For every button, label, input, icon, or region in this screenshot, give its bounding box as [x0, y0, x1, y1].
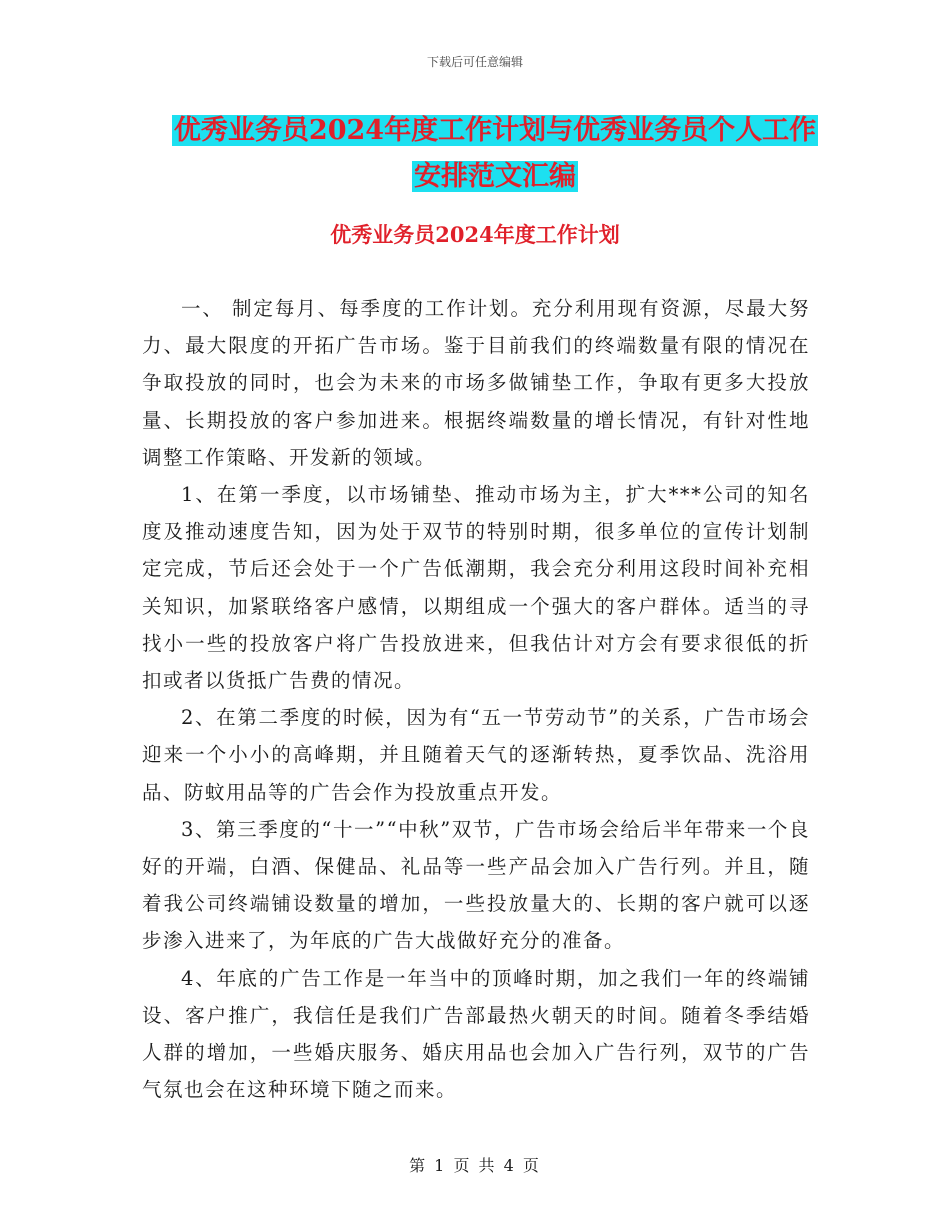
title-line-2: 安排范文汇编 [414, 161, 576, 192]
paragraph: 3、第三季度的“十一”“中秋”双节，广告市场会给后半年带来一个良好的开端，白酒、保健品、礼品等一些产品会加入广告行列。并且，随着我公司终端铺设数量的增加，一些投放量大的、长期的客户就可以逐步渗入进来了，为年底的广告大战做好充分的准备。 [142, 817, 810, 953]
page-number: 第 1 页 共 4 页 [409, 1156, 541, 1175]
document-title [140, 108, 850, 200]
document-body [142, 290, 810, 1108]
paragraph: 4、年底的广告工作是一年当中的顶峰时期，加之我们一年的终端铺设、客户推广，我信任是我们广告部最热火朝天的时间。随着冬季结婚人群的增加，一些婚庆服务、婚庆用品也会加入广告行列，双节的广告气氛也会在这种环境下随之而来。 [142, 966, 810, 1102]
paragraph: 2、在第二季度的时候，因为有“五一节劳动节”的关系，广告市场会迎来一个小小的高峰期，并且随着天气的逐渐转热，夏季饮品、洗浴用品、防蚊用品等的广告会作为投放重点开发。 [142, 706, 810, 804]
header-note: 下载后可任意编辑 [426, 55, 523, 69]
section-title: 优秀业务员2024年度工作计划 [330, 222, 620, 247]
paragraph: 1、在第一季度，以市场铺垫、推动市场为主，扩大***公司的知名度及推动速度告知，因为处于双节的特别时期，很多单位的宣传计划制定完成，节后还会处于一个广告低潮期，我会充分利用这段时间补充相关知识，加紧联络客户感情，以期组成一个强大的客户群体。适当的寻找小一些的投放客户将广告投放进来，但我估计对方会有要求很低的折扣或者以货抵广告费的情况。 [142, 483, 810, 693]
title-line-1: 优秀业务员2024年度工作计划与优秀业务员个人工作 [173, 115, 817, 146]
paragraph: 一、 制定每月、每季度的工作计划。充分利用现有资源，尽最大努力、最大限度的开拓广告市场。鉴于目前我们的终端数量有限的情况在争取投放的同时，也会为未来的市场多做铺垫工作，争取有更多大投放量、长期投放的客户参加进来。根据终端数量的增长情况，有针对性地调整工作策略、开发新的领域。 [142, 297, 810, 469]
